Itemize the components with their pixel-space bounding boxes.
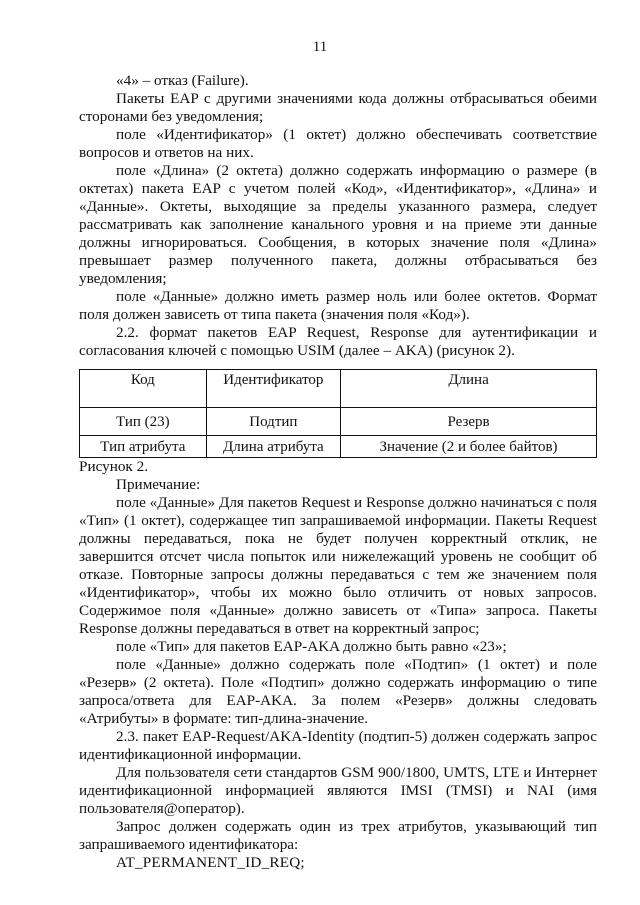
document-body [79,72,597,872]
table-cell: Подтип [206,408,340,436]
paragraph: 2.2. формат пакетов EAP Request, Response для аутентификации и согласования ключей с помощью USIM (далее – AKA) (рисунок 2). [79,324,597,359]
paragraph: Запрос должен содержать один из трех атрибутов, указывающий тип запрашиваемого идентификатора: [79,818,597,853]
paragraph: поле «Тип» для пакетов EAP-AKA должно быть равно «23»; [116,638,507,655]
paragraph: Примечание: [116,476,201,493]
table-cell: Тип атрибута [80,436,207,458]
table-row [80,436,597,458]
paragraph: поле «Данные» должно содержать поле «Подтип» (1 октет) и поле «Резерв» (2 октета). Поле «Подтип» должно содержать информацию о типе запроса/ответа для EAP-AKA. За полем «Резерв» должны следовать «Атрибуты» в формате: тип-длина-значение. [79,656,597,727]
table-cell: Длина атрибута [206,436,340,458]
paragraph: «4» – отказ (Failure). [116,72,249,89]
paragraph: AT_PERMANENT_ID_REQ; [116,854,305,871]
paragraph: Для пользователя сети стандартов GSM 900/1800, UMTS, LTE и Интернет идентификационной информацией являются IMSI (TMSI) и NAI (имя пользователя@оператор). [79,764,597,817]
table-cell: Значение (2 и более байтов) [341,436,597,458]
table-cell: Резерв [341,408,597,436]
paragraph: поле «Длина» (2 октета) должно содержать информацию о размере (в октетах) пакета EAP с учетом полей «Код», «Идентификатор», «Длина» и «Данные». Октеты, выходящие за пределы указанного размера, следует рассматривать как заполнение канального уровня и на приеме эти данные должны игнорироваться. Сообщения, в которых значение поля «Длина» превышает размер полученного пакета, должны отбрасываться без уведомления; [79,162,597,287]
table-cell: Код [80,370,207,408]
page-number: 11 [312,39,328,55]
paragraph: Пакеты EAP с другими значениями кода должны отбрасываться обеими сторонами без уведомления; [79,90,597,125]
paragraph: поле «Данные» должно иметь размер ноль или более октетов. Формат поля должен зависеть от типа пакета (значения поля «Код»). [79,288,597,323]
table-cell: Длина [341,370,597,408]
table-row [80,408,597,436]
table-cell: Тип (23) [80,408,207,436]
table-row [80,370,597,408]
paragraph: поле «Данные» Для пакетов Request и Response должно начинаться с поля «Тип» (1 октет), содержащее тип запрашиваемой информации. Пакеты Request должны передаваться, пока не будет получен корректный отклик, не завершится отсчет числа попыток или нижележащий уровень не сообщит об отказе. Повторные запросы должны передаваться с тем же значением поля «Идентификатор», чтобы их можно было отличить от новых запросов. Содержимое поля «Данные» должно зависеть от «Типа» запроса. Пакеты Response должны передаваться в ответ на корректный запрос; [79,494,597,637]
table-cell: Идентификатор [206,370,340,408]
packet-format-table [79,369,597,458]
paragraph: 2.3. пакет EAP-Request/AKA-Identity (подтип-5) должен содержать запрос идентификационной информации. [79,728,597,763]
figure-caption: Рисунок 2. [79,458,148,475]
paragraph: поле «Идентификатор» (1 октет) должно обеспечивать соответствие вопросов и ответов на них. [79,126,597,161]
